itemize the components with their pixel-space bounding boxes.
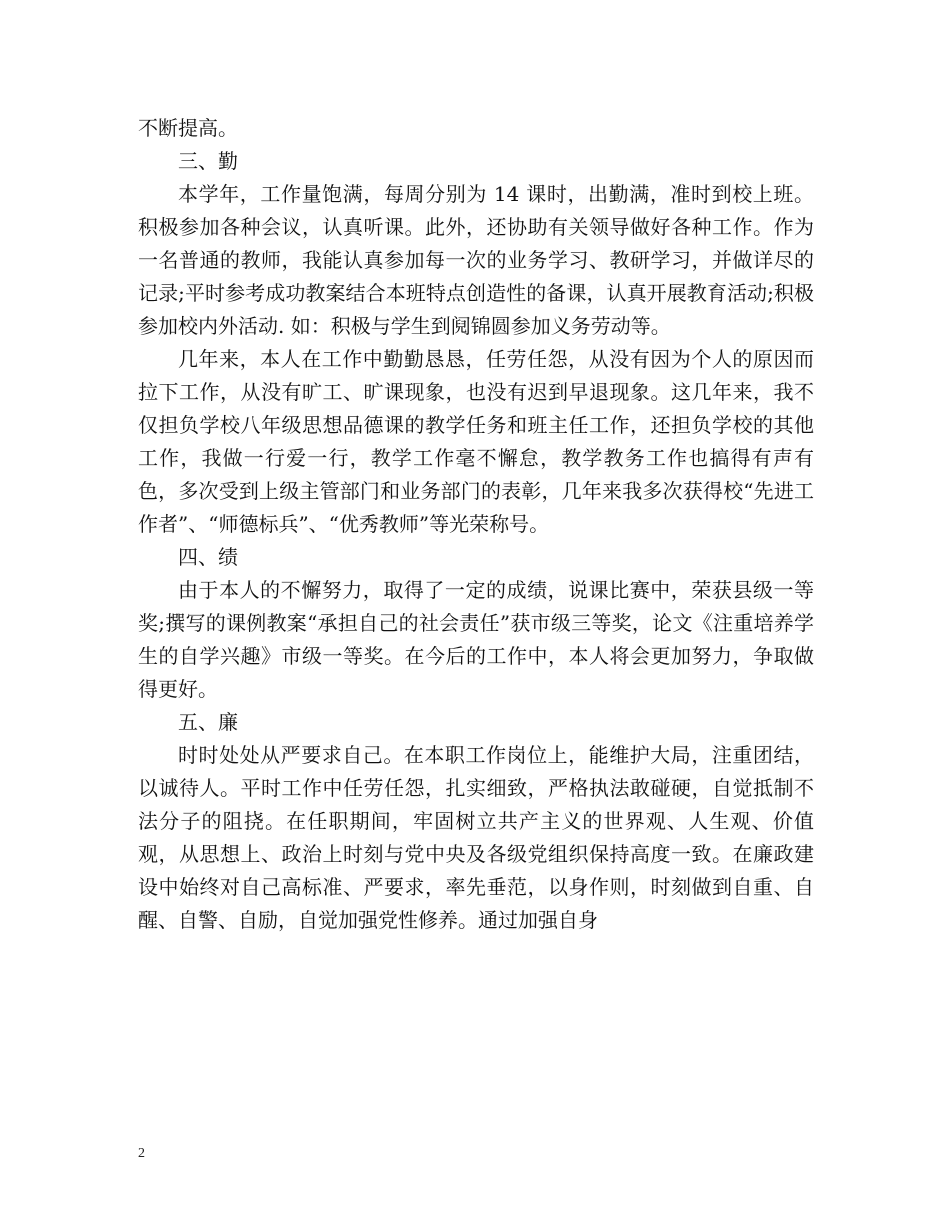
section-heading-qin: 三、勤 — [178, 149, 238, 173]
document-body — [138, 112, 814, 937]
section-heading-ji: 四、绩 — [178, 545, 238, 569]
paragraph-ji-achievements: 由于本人的不懈努力，取得了一定的成绩，说课比赛中，荣获县级一等奖;撰写的课例教案“承担自己的社会责任”获市级三等奖，论文《注重培养学生的自学兴趣》市级一等奖。在今后的工作中，本人将会更加努力，争取做得更好。 — [138, 578, 814, 701]
section-heading-lian: 五、廉 — [178, 710, 238, 734]
paragraph-qin-diligence: 几年来，本人在工作中勤勤恳恳，任劳任怨，从没有因为个人的原因而拉下工作，从没有旷工、旷课现象，也没有迟到早退现象。这几年来，我不仅担负学校八年级思想品德课的教学任务和班主任工作，还担负学校的其他工作，我做一行爱一行，教学工作毫不懈怠，教学教务工作也搞得有声有色，多次受到上级主管部门和业务部门的表彰，几年来我多次获得校“先进工作者”、“师德标兵”、“优秀教师”等光荣称号。 — [138, 347, 814, 536]
paragraph-qin-workload: 本学年，工作量饱满，每周分别为 14 课时，出勤满，准时到校上班。积极参加各种会议，认真听课。此外，还协助有关领导做好各种工作。作为一名普通的教师，我能认真参加每一次的业务学习、教研学习，并做详尽的记录;平时参考成功教案结合本班特点创造性的备课，认真开展教育活动;积极参加校内外活动. 如：积极与学生到阋锦圆参加义务劳动等。 — [138, 182, 814, 338]
page-number: 2 — [138, 1146, 145, 1161]
paragraph-continuation: 不断提高。 — [138, 116, 238, 140]
paragraph-lian-integrity: 时时处处从严要求自己。在本职工作岗位上，能维护大局，注重团结，以诚待人。平时工作中任劳任怨，扎实细致，严格执法敢碰硬，自觉抵制不法分子的阻挠。在任职期间，牢固树立共产主义的世界观、人生观、价值观，从思想上、政治上时刻与党中央及各级党组织保持高度一致。在廉政建设中始终对自己高标准、严要求，率先垂范，以身作则，时刻做到自重、自醒、自警、自励，自觉加强党性修养。通过加强自身 — [138, 743, 814, 932]
